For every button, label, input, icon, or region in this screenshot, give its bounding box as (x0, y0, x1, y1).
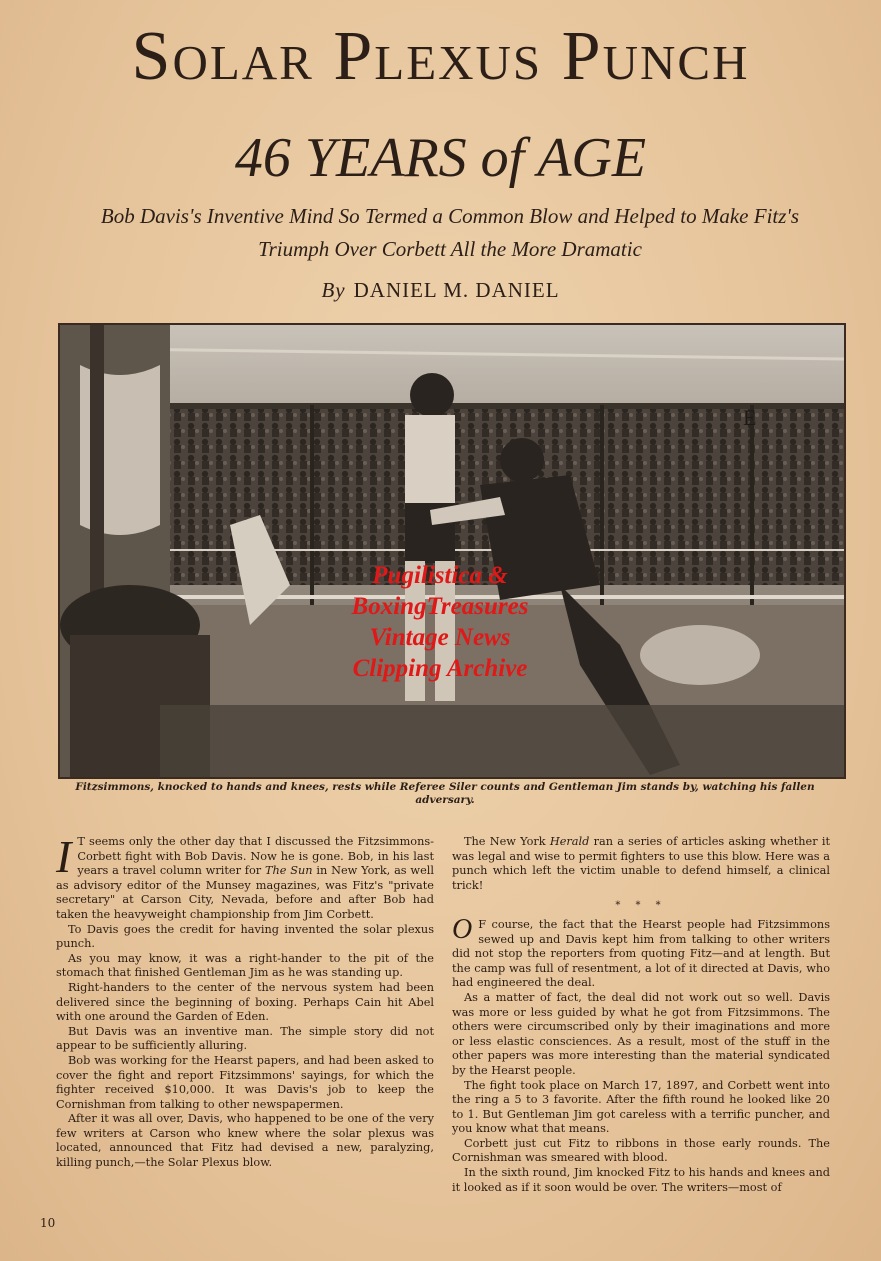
watermark (300, 560, 580, 684)
deck: Bob Davis's Inventive Mind So Termed a Common Blow and Helped to Make Fitz's Triumph Over Corbett All the More Dramatic (100, 204, 800, 261)
watermark-line: Vintage News (369, 624, 511, 651)
publication-name: Herald (549, 835, 590, 848)
paragraph: Bob was working for the Hearst papers, and had been asked to cover the fight and report Fitzsimmons' sayings, for which the fighter received $10,000. It was Davis's job to keep the Cornishman from talking to other newspapermen. (56, 1053, 434, 1111)
paragraph-text: in New York, as well as advisory editor of the Munsey magazines, was Fitz's "private secretary" at Carson City, Nevada, before and after Bob had taken the heavyweight championship from Jim Corbett. (56, 864, 434, 921)
paragraph: As a matter of fact, the deal did not work out so well. Davis was more or less guided by what he got from Fitzsimmons. The others were circumscribed only by their imaginations and more or less elastic consciences. As a result, most of the stuff in the other papers was more interesting than the material syndicated by the Hearst people. (452, 990, 830, 1077)
paragraph (452, 835, 830, 893)
watermark-line: BoxingTreasures (351, 593, 529, 620)
article-column-left (56, 831, 434, 1171)
watermark-line: Clipping Archive (352, 655, 528, 682)
publication-name: The Sun (264, 864, 313, 878)
paragraph: In the sixth round, Jim knocked Fitz to his hands and knees and it looked as if it soon would be over. The writers—most of (452, 1166, 830, 1194)
paragraph: The fight took place on March 17, 1897, and Corbett went into the ring a 5 to 3 favorite. After the fifth round he looked like 20 to 1. But Gentleman Jim got careless with a terrific puncher, and you know what that means. (452, 1078, 830, 1136)
dropcap: I (56, 831, 72, 882)
page-number: 10 (40, 1216, 56, 1230)
paragraph: Right-handers to the center of the nervous system had been delivered since the beginning of boxing. Perhaps Cain hit Abel with one around the Garden of Eden. (56, 980, 434, 1024)
boxing-photo-icon (58, 323, 846, 779)
section-separator: * * * (615, 900, 667, 912)
stand-sign-label: E (743, 405, 757, 430)
paragraph: After it was all over, Davis, who happened to be one of the very few writers at Carson who knew where the solar plexus was located, announced that Fitz had devised a new, paralyzing, killing punch,—the Solar Plexus blow. (56, 1112, 434, 1170)
photo-caption: Fitzsimmons, knocked to hands and knees, rests while Referee Siler counts and Gentleman Jim stands by, watching his fallen adversary. (75, 781, 815, 806)
byline (0, 278, 881, 303)
byline-author: DANIEL M. DANIEL (353, 278, 560, 302)
paragraph-text: T seems only the other day that I discussed the Fitzsimmons-Corbett fight with Bob Davis. Now he is gone. Bob, in his last years a travel column writer for (77, 835, 434, 878)
paragraph: Corbett just cut Fitz to ribbons in those early rounds. The Cornishman was smeared with blood. (452, 1136, 830, 1165)
paragraph-text: ran a series of articles asking whether it was legal and wise to permit fighters to use this blow. Here was a punch which left the victim unable to defend himself, a clinical trick! (452, 835, 830, 892)
watermark-line: Pugilistica & (372, 562, 508, 589)
headline: Solar Plexus Punch (131, 18, 750, 95)
paragraph-text: The New York (464, 835, 550, 848)
article-column-right (452, 835, 830, 1195)
subheadline: 46 YEARS of AGE (234, 127, 647, 189)
paragraph (56, 831, 434, 923)
byline-prefix: By (321, 278, 346, 302)
paragraph-text: F course, the fact that the Hearst people had Fitzsimmons sewed up and Davis kept him from talking to other writers did not stop the reporters from quoting Fitz—and at length. But the camp was full of resentment, a lot of it directed at Davis, who had engineered the deal. (452, 917, 830, 990)
paragraph: As you may know, it was a right-hander to the pit of the stomach that finished Gentleman Jim as he was standing up. (56, 951, 434, 980)
dropcap: O (452, 913, 473, 945)
paragraph (452, 913, 830, 991)
paragraph: To Davis goes the credit for having invented the solar plexus punch. (56, 922, 434, 951)
paragraph: But Davis was an inventive man. The simple story did not appear to be sufficiently alluring. (56, 1024, 434, 1053)
